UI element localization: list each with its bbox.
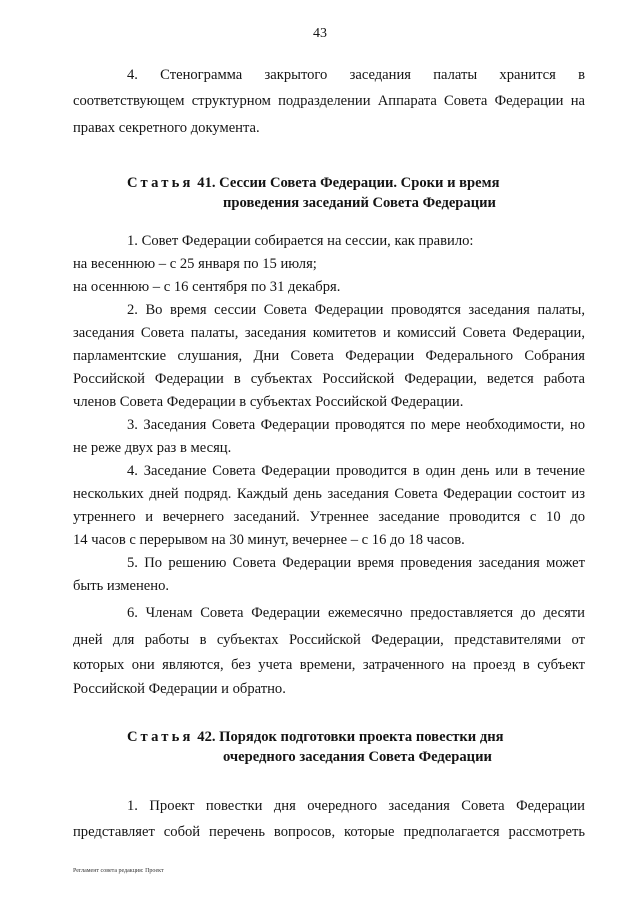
paragraph-line: Российской Федерации в субъектах Российской Федерации, ведется работа (73, 371, 585, 387)
page-number: 43 (313, 26, 327, 41)
paragraph-line: быть изменено. (73, 578, 170, 594)
paragraph-line: 4. Заседание Совета Федерации проводится в один день или в течение (127, 463, 585, 479)
paragraph-line: утреннего и вечернего заседаний. Утреннее заседание проводится с 10 до (73, 509, 585, 525)
paragraph-line: 14 часов с перерывом на 30 минут, вечернее – с 16 до 18 часов. (73, 532, 465, 548)
article-title: 42. Порядок подготовки проекта повестки дня (197, 729, 504, 745)
paragraph-line: 1. Совет Федерации собирается на сессии, как правило: (127, 233, 474, 249)
paragraph-line: правах секретного документа. (73, 120, 260, 136)
paragraph-line: членов Совета Федерации в субъектах Российской Федерации. (73, 394, 464, 410)
paragraph-line: парламентские слушания, Дни Совета Федерации Федерального Собрания (73, 348, 585, 364)
paragraph-line: 6. Членам Совета Федерации ежемесячно предоставляется до десяти (127, 605, 585, 621)
paragraph-line: дней для работы в субъектах Российской Федерации, представителями от (73, 632, 585, 648)
article-42-heading (127, 728, 504, 746)
paragraph-line: 3. Заседания Совета Федерации проводятся по мере необходимости, но (127, 417, 585, 433)
article-label: Статья (127, 175, 194, 191)
paragraph-line: 5. По решению Совета Федерации время проведения заседания может (127, 555, 585, 571)
article-label: Статья (127, 729, 194, 745)
paragraph-line: которых они являются, без учета времени, затраченного на проезд в субъект (73, 657, 585, 673)
paragraph-line: заседания Совета палаты, заседания комитетов и комиссий Совета Федерации, (73, 325, 585, 341)
article-title-continuation: проведения заседаний Совета Федерации (223, 195, 496, 211)
paragraph-line: соответствующем структурном подразделении Аппарата Совета Федерации на (73, 93, 585, 109)
paragraph-line: 1. Проект повестки дня очередного заседания Совета Федерации (127, 798, 585, 814)
paragraph-line: на весеннюю – с 25 января по 15 июля; (73, 256, 317, 272)
paragraph-line: 4. Стенограмма закрытого заседания палаты хранится в (127, 67, 585, 83)
article-41-heading (127, 174, 499, 192)
article-title: 41. Сессии Совета Федерации. Сроки и время (197, 175, 500, 191)
paragraph-line: представляет собой перечень вопросов, которые предполагается рассмотреть (73, 824, 585, 840)
paragraph-line: 2. Во время сессии Совета Федерации проводятся заседания палаты, (127, 302, 585, 318)
paragraph-line: Российской Федерации и обратно. (73, 681, 286, 697)
article-title-continuation: очередного заседания Совета Федерации (223, 749, 492, 765)
paragraph-line: нескольких дней подряд. Каждый день заседания Совета Федерации состоит из (73, 486, 585, 502)
paragraph-line: на осеннюю – с 16 сентября по 31 декабря. (73, 279, 341, 295)
footer-note: Регламент совета редакция: Проект (73, 868, 164, 874)
paragraph-line: не реже двух раз в месяц. (73, 440, 232, 456)
